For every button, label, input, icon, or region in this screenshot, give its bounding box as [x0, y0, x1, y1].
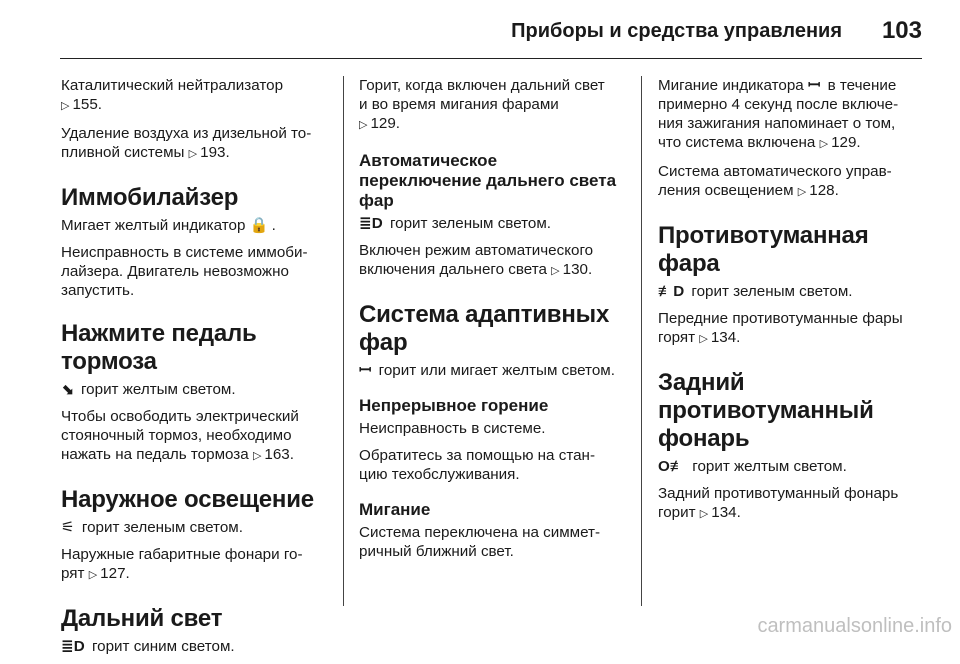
rear-fog-paragraph: Задний противотуманный фонарь горит ▷ 134.	[658, 484, 930, 524]
page-title: Приборы и средства управления	[511, 20, 842, 42]
column-divider-2	[641, 76, 642, 606]
ref-arrow-icon: ▷	[252, 450, 262, 462]
immobilizer-indicator-text: Мигает желтый индикатор 🔒 .	[61, 217, 276, 234]
exterior-lighting-heading: Наружное освещение	[61, 486, 314, 513]
page-ref-link[interactable]: 155.	[72, 96, 103, 113]
ref-arrow-icon: ▷	[797, 186, 807, 198]
watermark: carmanualsonline.info	[757, 615, 952, 637]
page-ref-link[interactable]: 129.	[831, 134, 861, 151]
page-ref-link[interactable]: 128.	[809, 182, 839, 199]
rear-fog-heading: Задний противотуманный фонарь	[658, 369, 874, 452]
page-number: 103	[881, 17, 922, 44]
brake-paragraph: Чтобы освободить электрический стояночный тормоз, необходимо нажать на педаль тормоза ▷ 163.	[61, 407, 329, 466]
column-1	[61, 76, 329, 664]
ref-arrow-icon: ▷	[819, 138, 829, 150]
column-3	[658, 76, 930, 532]
brake-indicator-text: ⬊ горит желтым светом.	[61, 381, 236, 398]
ref-arrow-icon: ▷	[359, 119, 368, 131]
auto-high-beam-paragraph: Включен режим автоматического включения дальнего света ▷ 130.	[359, 241, 631, 281]
page-ref-link[interactable]: 130.	[562, 261, 593, 278]
ref-arrow-icon: ▷	[699, 333, 708, 345]
foot-pedal-icon: ⬊	[61, 381, 74, 398]
page-ref-link[interactable]: 163.	[264, 446, 294, 463]
ref-arrow-icon: ▷	[188, 148, 198, 160]
auto-high-beam-heading: Автоматическое переключение дальнего света фар	[359, 151, 617, 210]
high-beam-paragraph: Горит, когда включен дальний свет и во время мигания фарами ▷ 129.	[359, 76, 631, 135]
page-ref-link[interactable]: 129.	[370, 115, 401, 132]
auto-high-beam-indicator-text: ≣D горит зеленым светом.	[359, 215, 552, 232]
high-beam-icon: ≣D	[61, 638, 85, 655]
exterior-paragraph: Наружные габаритные фонари го- рят ▷ 127.	[61, 545, 329, 585]
blinking-paragraph: Система переключена на симмет- ричный ближний свет.	[359, 524, 601, 560]
high-beam-indicator-text: ≣D горит синим светом.	[61, 638, 235, 655]
immobilizer-fault-text: Неисправность в системе иммоби- лайзера. Двигатель невозможно запустить.	[61, 244, 308, 299]
rear-fog-icon: O≢	[658, 458, 686, 475]
brake-heading: Нажмите педаль тормоза	[61, 320, 257, 375]
auto-lighting-paragraph: Система автоматического управ- ления освещением ▷ 128.	[658, 162, 930, 202]
continuous-heading: Непрерывное горение	[359, 396, 549, 415]
fog-indicator-text: ≢D горит зеленым светом.	[658, 283, 853, 300]
rear-fog-indicator-text: O≢ горит желтым светом.	[658, 458, 847, 475]
auto-high-beam-icon: ≣D	[359, 215, 383, 232]
header-divider	[60, 58, 922, 59]
front-fog-icon: ≢D	[658, 283, 685, 300]
ref-arrow-icon: ▷	[61, 100, 70, 112]
page-ref-link[interactable]: 134.	[711, 504, 741, 521]
fog-light-heading: Противотуманная фара	[658, 222, 869, 277]
adaptive-indicator-text: ꟷ горит или мигает желтым светом.	[359, 362, 615, 379]
high-beam-heading: Дальний свет	[61, 605, 223, 632]
adaptive-headlight-icon: ꟷ	[359, 362, 372, 379]
page-header	[0, 0, 960, 60]
adaptive-headlight-icon: ꟷ	[808, 77, 821, 94]
page-ref-link[interactable]: 127.	[100, 565, 130, 582]
adaptive-headlights-heading: Система адаптивных фар	[359, 301, 610, 356]
column-2	[359, 76, 631, 569]
ref-arrow-icon: ▷	[88, 569, 98, 581]
catalytic-paragraph: Каталитический нейтрализатор ▷ 155.	[61, 76, 329, 116]
exterior-indicator-text: ⚟ горит зеленым светом.	[61, 519, 243, 536]
immobilizer-heading: Иммобилайзер	[61, 184, 239, 211]
ref-arrow-icon: ▷	[699, 508, 709, 520]
page-ref-link[interactable]: 193.	[200, 144, 230, 161]
adaptive-blink-paragraph: Мигание индикатора ꟷ в течение примерно 4 секунд после включе- ния зажигания напоминает о том, что система включена ▷ 129.	[658, 76, 930, 154]
ref-arrow-icon: ▷	[551, 265, 560, 277]
continuous-paragraph-1: Неисправность в системе.	[359, 420, 546, 437]
fog-paragraph: Передние противотуманные фары горят ▷ 134.	[658, 309, 930, 349]
continuous-paragraph-2: Обратитесь за помощью на стан- цию техобслуживания.	[359, 447, 595, 483]
side-lights-icon: ⚟	[61, 519, 75, 536]
column-divider-1	[343, 76, 344, 606]
page-ref-link[interactable]: 134.	[710, 329, 741, 346]
lock-icon: 🔒	[249, 217, 269, 234]
blinking-heading: Мигание	[359, 500, 431, 519]
air-removal-paragraph: Удаление воздуха из дизельной то- пливной системы ▷ 193.	[61, 124, 329, 164]
